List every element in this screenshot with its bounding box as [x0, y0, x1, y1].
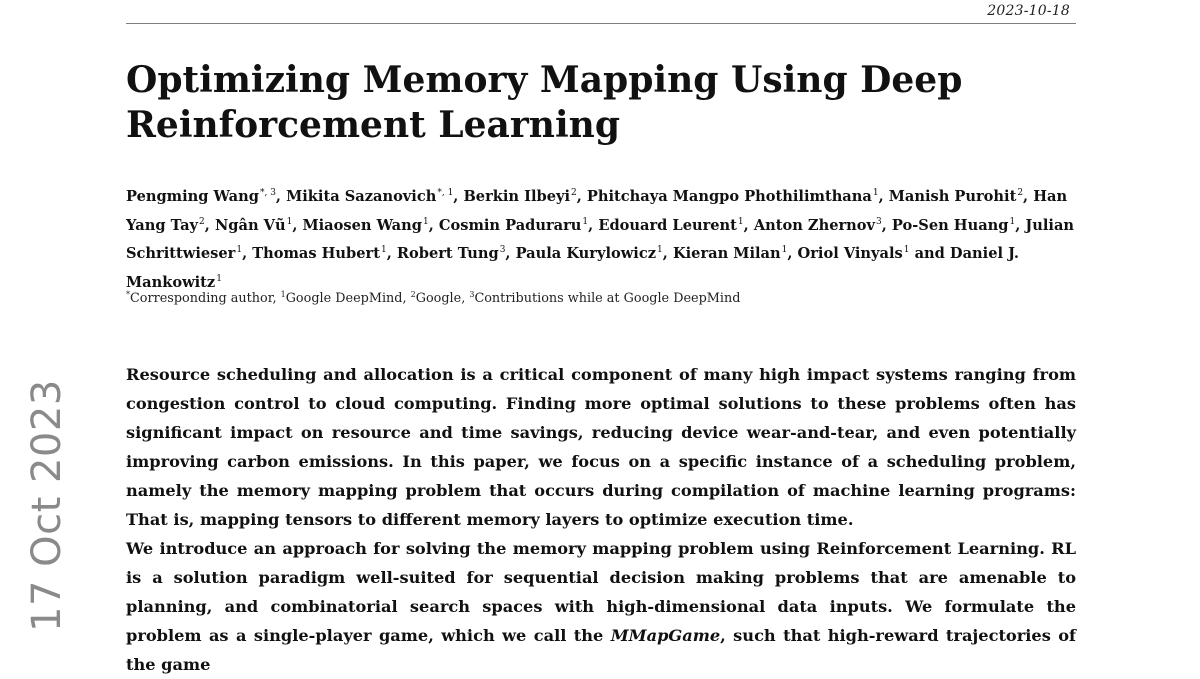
- author-name: Miaosen Wang: [302, 216, 422, 234]
- header-rule: [126, 23, 1076, 24]
- author-name: Daniel J. Mankowitz: [126, 245, 1019, 291]
- author-name: Berkin Ilbeyi: [463, 188, 571, 205]
- author-name: Julian Schrittwieser: [126, 216, 1075, 262]
- author-name: Thomas Hubert: [252, 245, 380, 262]
- author-separator: ,: [292, 216, 303, 234]
- author-affiliation-marker: 2: [1017, 188, 1024, 198]
- paper-title: Optimizing Memory Mapping Using Deep Reinforcement Learning: [126, 59, 963, 146]
- author-separator: ,: [428, 216, 439, 234]
- author-separator: ,: [576, 188, 587, 205]
- abstract-paragraph-1: Resource scheduling and allocation is a critical component of many high impact systems ranging from congestion control to cloud computing. Finding more optimal solutions to these problems often has significant impact on resource and time savings, reducing device wear-and-tear, and even potentially improving carbon emissions. In this paper, we focus on a specific instance of a scheduling problem, namely the memory mapping problem that occurs during compilation of machine learning programs: That is, mapping tensors to different memory layers to optimize execution time.: [126, 365, 1076, 529]
- author-affiliation-marker: 2: [199, 216, 205, 227]
- author-name: Pengming Wang: [126, 188, 259, 205]
- author-affiliation-marker: 1: [737, 216, 744, 227]
- affiliation-number: 2: [410, 290, 416, 299]
- author-separator: ,: [242, 245, 253, 262]
- author-name: Paula Kurylowicz: [515, 245, 657, 262]
- author-separator: ,: [1023, 188, 1034, 205]
- game-name: MMapGame: [610, 626, 721, 645]
- author-separator: ,: [204, 216, 215, 234]
- author-separator: ,: [662, 245, 673, 262]
- author-affiliation-marker: 1: [582, 216, 589, 227]
- author-separator: ,: [386, 245, 397, 262]
- author-affiliation-marker: 1: [422, 216, 429, 227]
- author-affiliation-marker: *, 1: [437, 188, 454, 198]
- author-name: Manish Purohit: [888, 188, 1017, 205]
- affiliations: [126, 291, 1078, 308]
- abstract-paragraph-2: [126, 534, 1076, 679]
- author-affiliation-marker: 1: [236, 245, 243, 255]
- author-name: Kieran Milan: [672, 245, 781, 262]
- author-separator: ,: [588, 216, 599, 234]
- author-affiliation-marker: 1: [903, 245, 910, 255]
- arxiv-side-stamp: 17 Oct 2023: [24, 379, 70, 632]
- author-affiliation-marker: 3: [499, 245, 506, 255]
- author-affiliation-marker: 1: [380, 245, 387, 255]
- author-affiliation-marker: 3: [876, 216, 882, 227]
- abstract: [126, 360, 1076, 679]
- author-name: Phitchaya Mangpo Phothilimthana: [586, 188, 872, 205]
- author-affiliation-marker: *, 3: [259, 188, 276, 198]
- affiliation-name: Contributions while at Google DeepMind: [474, 291, 741, 306]
- affiliation-name: Google,: [415, 291, 470, 306]
- author-separator: ,: [505, 245, 516, 262]
- author-name: Mikita Sazanovich: [286, 188, 437, 205]
- author-affiliation-marker: 2: [571, 188, 577, 198]
- author-name: Po-Sen Huang: [891, 216, 1009, 234]
- author-affiliation-marker: 1: [657, 245, 663, 255]
- publication-date: 2023-10-18: [987, 3, 1070, 19]
- author-name: Anton Zhernov: [753, 216, 875, 234]
- author-name: Ngân Vũ: [214, 216, 286, 234]
- corresponding-marker: *: [126, 290, 130, 299]
- affiliation-number: 3: [469, 290, 475, 299]
- author-name: Cosmin Paduraru: [438, 216, 582, 234]
- affiliation-name: Google DeepMind,: [285, 291, 411, 306]
- author-affiliation-marker: 1: [216, 273, 222, 284]
- author-separator: ,: [275, 188, 287, 205]
- author-name: Oriol Vinyals: [797, 245, 903, 262]
- author-affiliation-marker: 1: [872, 188, 879, 198]
- author-separator: ,: [878, 188, 889, 205]
- author-affiliation-marker: 1: [286, 216, 293, 227]
- author-name: Han Yang Tay: [126, 188, 1068, 234]
- author-separator: and: [909, 245, 950, 262]
- author-affiliation-marker: 1: [1009, 216, 1016, 227]
- abstract-text: We introduce an approach for solving the memory mapping problem using Reinforcement Learning. RL is a solution paradigm well-suited for sequential decision making problems that are amenable to planning, and combinatorial search spaces with high-dimensional data inputs. We formulate the problem as a single-player game, which we call the: [126, 539, 1076, 645]
- author-name: Robert Tung: [396, 245, 499, 262]
- abstract-text: , such that high-reward trajectories of the game: [126, 626, 1076, 674]
- corresponding-note: Corresponding author,: [130, 291, 281, 306]
- author-separator: ,: [881, 216, 892, 234]
- author-list: [126, 184, 1078, 298]
- author-name: Edouard Leurent: [598, 216, 737, 234]
- author-separator: ,: [453, 188, 464, 205]
- author-separator: ,: [1015, 216, 1026, 234]
- author-affiliation-marker: 1: [781, 245, 788, 255]
- affiliation-number: 1: [280, 290, 286, 299]
- author-separator: ,: [743, 216, 754, 234]
- author-separator: ,: [787, 245, 798, 262]
